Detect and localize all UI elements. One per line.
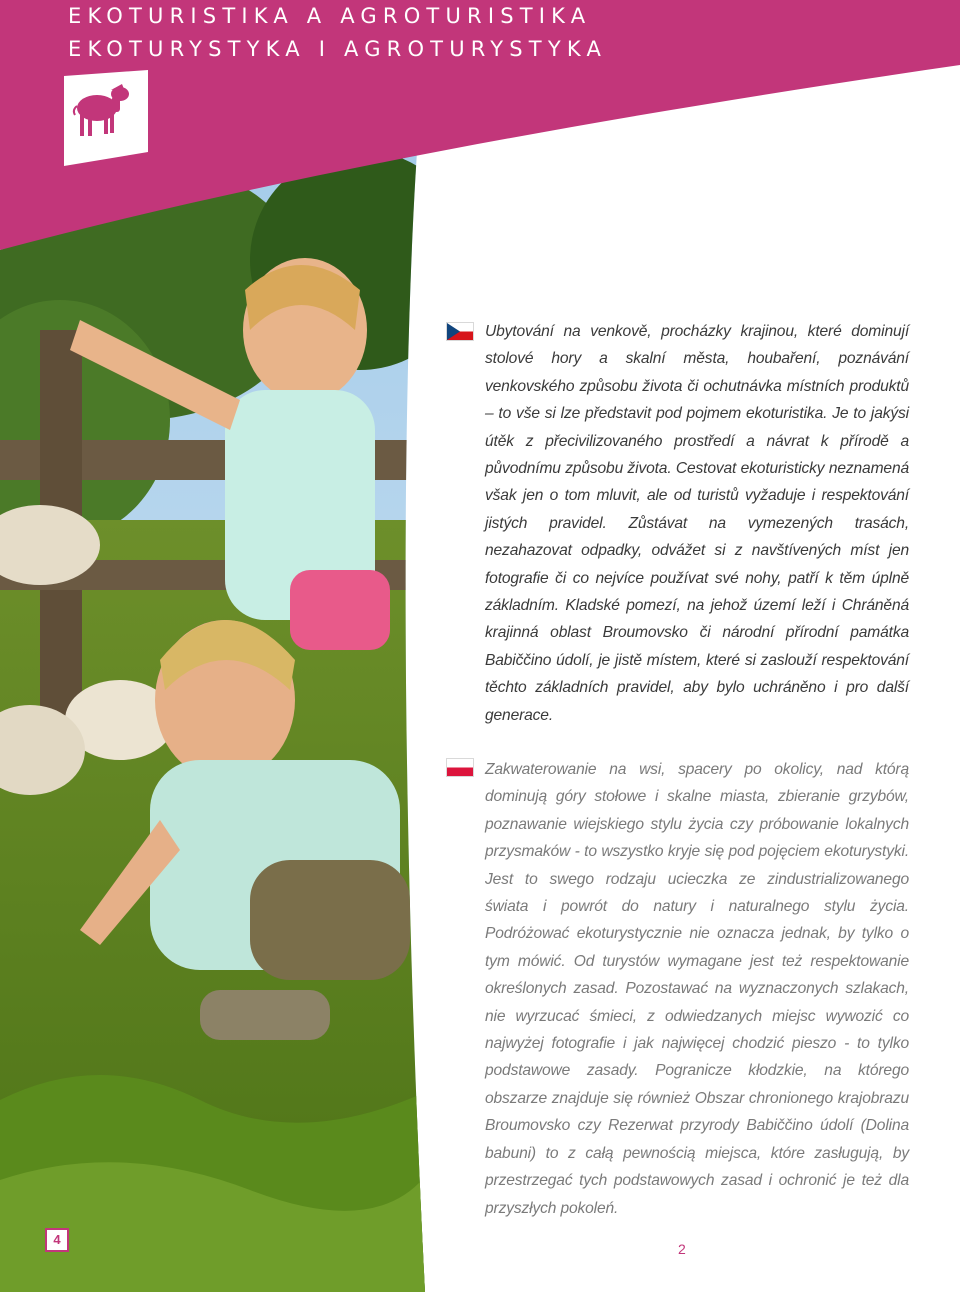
polish-flag-icon: [446, 758, 474, 777]
header-title-cz: EKOTURISTIKA A AGROTURISTIKA: [68, 4, 592, 28]
sheep-icon: [64, 70, 148, 166]
czech-paragraph: Ubytování na venkově, procházky krajinou, které dominují stolové hory a skalní města, houbaření, poznávání venkovského způsobu života či ochutnávka místních produktů – to vše si lze představit pod pojmem ekoturistika. Je to jakýsi útěk z přecivilizovaného prostředí a návrat k přírodě a původnímu způsobu života. Cestovat ekoturisticky neznamená však jen o tom mluvit, ale od turistů vyžaduje i respektování jistých pravidel. Zůstávat na vymezených trasách, nezahazovat odpadky, odvážet si z navštívených míst jen fotografie či co nejvíce používat své nohy, patří k těm úplně základním. Kladské pomezí, na jehož území leží i Chráněná krajinná oblast Broumovsko či národní přírodní památka Babiččino údolí, je jistě místem, které si zaslouží respektování těchto základních pravidel, aby bylo uchráněno i pro další generace.: [485, 323, 909, 724]
header-title-pl: EKOTURYSTYKA I AGROTURYSTYKA: [68, 37, 608, 61]
page-badge: 4: [45, 1228, 69, 1252]
page-number: 2: [678, 1241, 686, 1257]
czech-flag-icon: [446, 322, 474, 341]
polish-paragraph: Zakwaterowanie na wsi, spacery po okolicy, nad którą dominują góry stołowe i skalne miasta, zbieranie grzybów, poznawanie wiejskiego stylu życia czy próbowanie lokalnych przysmaków - to wszystko kryje się pod pojęciem ekoturystyki. Jest to swego rodzaju ucieczka ze zindustrializowanego świata i powrót do natury i naturalnego stylu życia. Podróżować ekoturystycznie nie oznacza jednak, by tylko o tym mówić. Od turystów wymagane jest też respektowanie określonych zasad. Pozostawać na wyznaczonych szlakach, nie wyrzucać śmieci, z odwiedzanych miejsc wywozić co najwyżej fotografie i jak najwięcej chodzić pieszo - to tylko podstawowe zasady. Pogranicze kłodzkie, na którego obszarze znajduje się również Obszar chronionego krajobrazu Broumovsko czy Rezerwat przyrody Babiččino údolí (Dolina babuni) to z całą pewnością miejsca, które zasługują, by przestrzegać tych podstawowych zasad i ochronić je też dla przyszłych pokoleń.: [485, 761, 909, 1217]
